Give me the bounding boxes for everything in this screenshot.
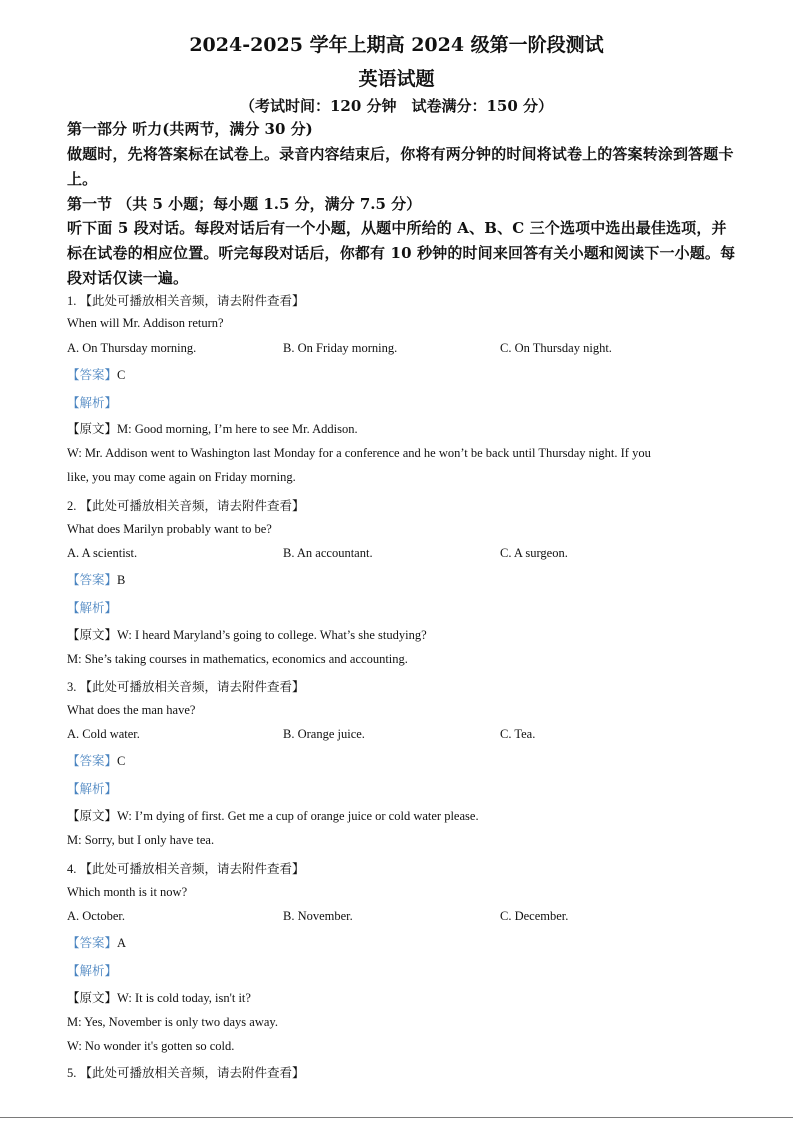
answer-value: C xyxy=(117,754,126,768)
audio-note: 【此处可播放相关音频，请去附件查看】 xyxy=(79,1066,305,1080)
transcript-line: 【原文】W: It is cold today, isn't it? xyxy=(67,991,251,1005)
section1-heading: 第一节 （共 5 小题；每小题 1.5 分，满分 7.5 分） xyxy=(67,195,422,213)
transcript-line: M: Yes, November is only two days away. xyxy=(67,1015,278,1029)
question-number: 4. 【此处可播放相关音频，请去附件查看】 xyxy=(67,862,305,876)
question-number: 3. 【此处可播放相关音频，请去附件查看】 xyxy=(67,680,305,694)
transcript-line: M: Sorry, but I only have tea. xyxy=(67,833,215,847)
transcript-line: like, you may come again on Friday morning. xyxy=(67,470,296,484)
audio-note: 【此处可播放相关音频，请去附件查看】 xyxy=(79,294,305,308)
question-stem: What does Marilyn probably want to be? xyxy=(67,522,272,536)
analysis-label: 【解析】 xyxy=(67,782,118,796)
original-label: 【原文】 xyxy=(67,422,118,436)
section1-instruction: 听下面 5 段对话。每段对话后有一个小题，从题中所给的 A、B、C 三个选项中选出最佳选项，并标在试卷的相应位置。听完每段对话后，你都有 10 秒钟的时间来回答有关小题和阅读下一小题。每段对话仅读一遍。 xyxy=(67,219,736,287)
answer-label: 【答案】 xyxy=(67,754,118,768)
option-a: A. October. xyxy=(67,909,125,923)
answer-value: A xyxy=(117,936,127,950)
option-b: B. An accountant. xyxy=(283,546,373,560)
answer-line xyxy=(67,365,125,383)
audio-note: 【此处可播放相关音频，请去附件查看】 xyxy=(79,680,305,694)
answer-line xyxy=(67,751,125,769)
transcript-line: W: Mr. Addison went to Washington last Monday for a conference and he won’t be back until Thursday night. If you xyxy=(67,446,651,460)
question-stem: When will Mr. Addison return? xyxy=(67,316,224,330)
part1-heading: 第一部分 听力(共两节，满分 30 分) xyxy=(67,120,313,138)
answer-value: B xyxy=(117,573,126,587)
question-number: 1. 【此处可播放相关音频，请去附件查看】 xyxy=(67,294,305,308)
answer-line xyxy=(67,570,125,588)
option-c: C. December. xyxy=(500,909,569,923)
question-stem: What does the man have? xyxy=(67,703,196,717)
option-c: C. On Thursday night. xyxy=(500,341,612,355)
analysis-label: 【解析】 xyxy=(67,964,118,978)
option-a: A. Cold water. xyxy=(67,727,140,741)
answer-label: 【答案】 xyxy=(67,368,118,382)
exam-title: 2024-2025 学年上期高 2024 级第一阶段测试 xyxy=(189,34,604,56)
answer-label: 【答案】 xyxy=(67,936,118,950)
subject-title: 英语试题 xyxy=(358,68,435,90)
original-label: 【原文】 xyxy=(67,628,118,642)
audio-note: 【此处可播放相关音频，请去附件查看】 xyxy=(79,862,305,876)
question-number: 5. 【此处可播放相关音频，请去附件查看】 xyxy=(67,1066,305,1080)
exam-info: （考试时间：120 分钟 试卷满分：150 分） xyxy=(239,97,554,115)
audio-note: 【此处可播放相关音频，请去附件查看】 xyxy=(79,499,305,513)
question-number: 2. 【此处可播放相关音频，请去附件查看】 xyxy=(67,499,305,513)
part1-instruction: 做题时，先将答案标在试卷上。录音内容结束后，你将有两分钟的时间将试卷上的答案转涂到答题卡上。 xyxy=(67,145,734,188)
option-b: B. Orange juice. xyxy=(283,727,365,741)
option-a: A. A scientist. xyxy=(67,546,138,560)
transcript-line: 【原文】W: I’m dying of first. Get me a cup of orange juice or cold water please. xyxy=(67,809,479,823)
analysis-label: 【解析】 xyxy=(67,396,118,410)
question-stem: Which month is it now? xyxy=(67,885,188,899)
transcript-line: 【原文】M: Good morning, I’m here to see Mr. Addison. xyxy=(67,422,358,436)
original-label: 【原文】 xyxy=(67,809,118,823)
answer-value: C xyxy=(117,368,126,382)
answer-line xyxy=(67,933,126,951)
original-label: 【原文】 xyxy=(67,991,118,1005)
answer-label: 【答案】 xyxy=(67,573,118,587)
transcript-line: W: No wonder it's gotten so cold. xyxy=(67,1039,235,1053)
option-b: B. November. xyxy=(283,909,353,923)
transcript-line: 【原文】W: I heard Maryland’s going to college. What’s she studying? xyxy=(67,628,427,642)
bottom-rule xyxy=(0,1117,793,1118)
transcript-line: M: She’s taking courses in mathematics, economics and accounting. xyxy=(67,652,408,666)
option-c: C. Tea. xyxy=(500,727,536,741)
option-c: C. A surgeon. xyxy=(500,546,568,560)
option-b: B. On Friday morning. xyxy=(283,341,398,355)
option-a: A. On Thursday morning. xyxy=(67,341,197,355)
analysis-label: 【解析】 xyxy=(67,601,118,615)
